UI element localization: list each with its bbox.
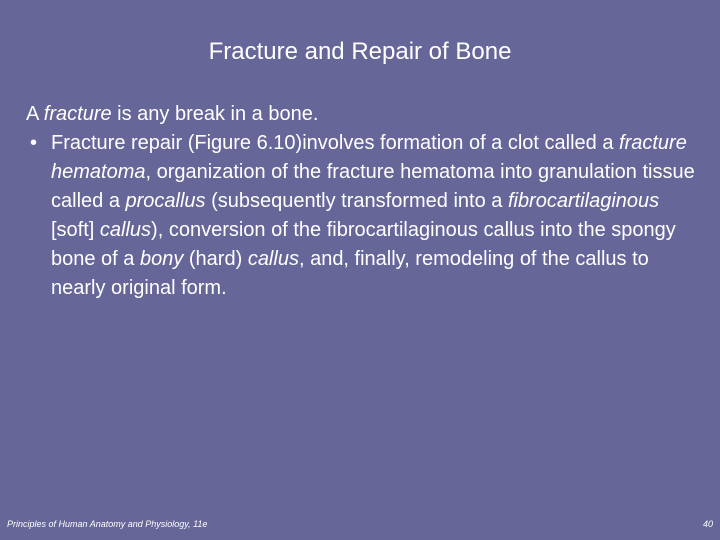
slide-title: Fracture and Repair of Bone [208,38,512,65]
bullet-term-callus: callus [99,219,152,241]
footer-source: Principles of Human Anatomy and Physiology, 11e [7,519,208,529]
page-number: 40 [702,519,713,529]
bullet-term-fibrocartilaginous: fibrocartilaginous [507,190,660,212]
bullet-segment: [soft] [51,219,100,241]
bullet-term-procallus: procallus [125,190,206,212]
bullet-item [26,129,706,303]
bullet-term-callus: callus [247,248,299,270]
intro-text-pre: A [26,103,44,125]
bullet-segment: (subsequently transformed into a [205,190,508,212]
intro-text-post: is any break in a bone. [111,103,319,125]
bullet-segment: , and, finally, remodeling of the callus to nearly original form. [51,248,649,299]
slide-body [26,100,706,303]
bullet-segment: Fracture repair (Figure 6.10)involves formation of a clot called a [51,132,620,154]
intro-term: fracture [43,103,112,125]
intro-paragraph [26,100,706,129]
bullet-marker: • [30,132,38,154]
bullet-segment: , organization of the fracture hematoma into granulation tissue called a [51,161,695,212]
bullet-term-bony: bony [139,248,184,270]
bullet-segment: (hard) [183,248,248,270]
bullet-segment: ), conversion of the fibrocartilaginous callus into the spongy bone of a [51,219,676,270]
bullet-term-fracture-hematoma: fracture hematoma [51,132,687,183]
